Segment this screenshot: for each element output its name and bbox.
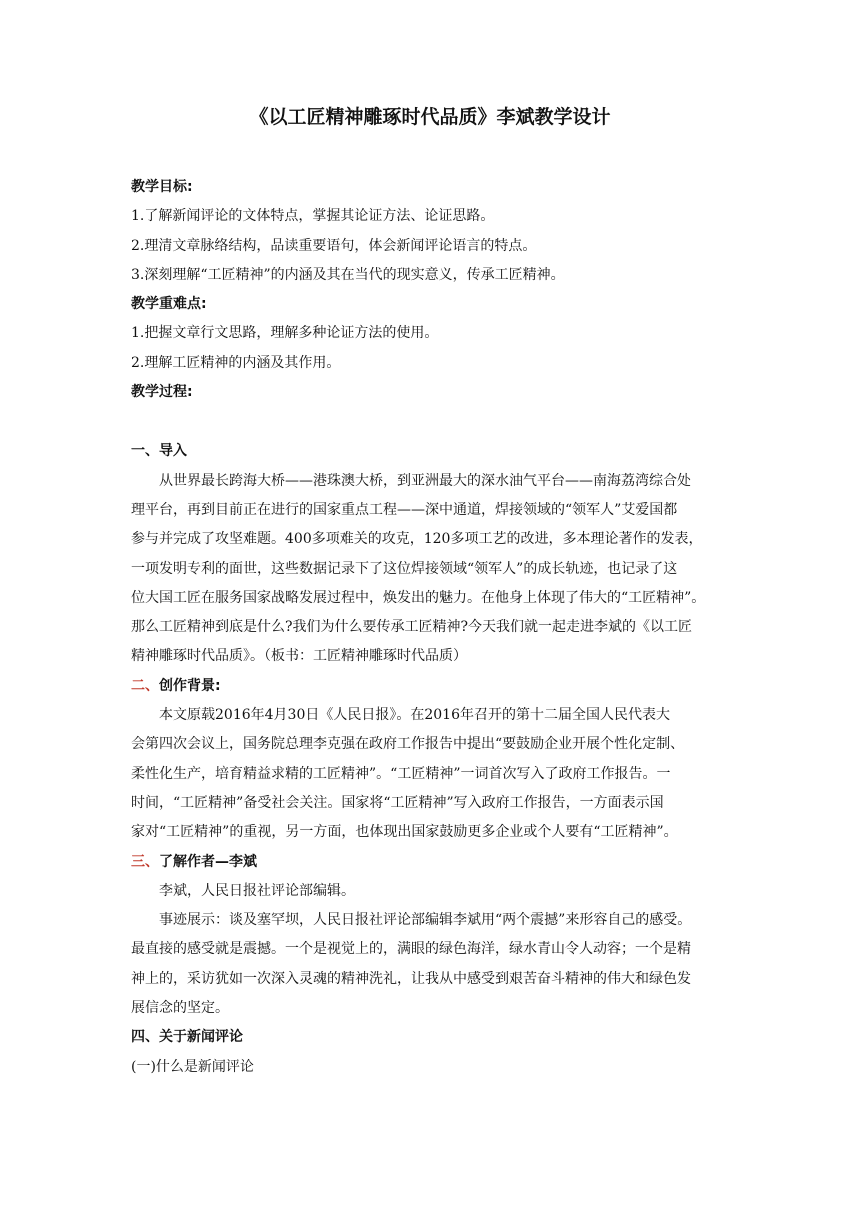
intro-line-7: 精神雕琢时代品质》。（板书：工匠精神雕琢时代品质）	[131, 648, 467, 665]
section-background-heading	[131, 672, 743, 701]
section-news-heading: 四、关于新闻评论	[131, 1029, 243, 1046]
process-heading: 教学过程:	[131, 384, 193, 401]
author-line-2: 最直接的感受就是震撼。一个是视觉上的，满眼的绿色海洋，绿水青山令人动容；一个是精	[131, 941, 691, 958]
intro-line-5: 位大国工匠在服务国家战略发展过程中，焕发出的魅力。在他身上体现了伟大的“工匠精神”。	[131, 589, 706, 606]
author-line-1: 事迹展示：谈及塞罕坝，人民日报社评论部编辑李斌用“两个震撼”来形容自己的感受。	[159, 912, 692, 929]
section-author-heading	[131, 848, 743, 877]
key-point-item-1: 1.把握文章行文思路，理解多种论证方法的使用。	[131, 325, 439, 342]
document-body	[131, 173, 743, 1082]
author-intro: 李斌，人民日报社评论部编辑。	[159, 882, 355, 899]
background-line-5: 家对“工匠精神”的重视，另一方面，也体现出国家鼓励更多企业或个人要有“工匠精神”。	[131, 824, 678, 841]
background-line-1: 本文原载2016年4月30日《人民日报》。在2016年召开的第十二届全国人民代表大	[159, 707, 670, 724]
background-line-2: 会第四次会议上，国务院总理李克强在政府工作报告中提出“要鼓励企业开展个性化定制、	[131, 736, 685, 753]
section-title: 了解作者—李斌	[159, 853, 257, 870]
intro-line-3: 参与并完成了攻坚难题。400多项难关的攻克，120多项工艺的改进，多本理论著作的发表，	[131, 531, 703, 548]
goals-heading: 教学目标:	[131, 179, 193, 195]
section-number: 二、	[131, 677, 159, 694]
author-line-3: 神上的，采访犹如一次深入灵魂的精神洗礼，让我从中感受到艰苦奋斗精神的伟大和绿色发	[131, 970, 691, 987]
section-number: 三、	[131, 853, 159, 870]
intro-line-4: 一项发明专利的面世，这些数据记录下了这位焊接领域“领军人”的成长轨迹，也记录了这	[131, 560, 678, 577]
section-title: 创作背景:	[159, 677, 221, 694]
background-line-4: 时间，“工匠精神”备受社会关注。国家将“工匠精神”写入政府工作报告，一方面表示国	[131, 794, 664, 811]
goal-item-2: 2.理清文章脉络结构，品读重要语句，体会新闻评论语言的特点。	[131, 237, 537, 254]
background-line-3: 柔性化生产，培育精益求精的工匠精神”。“工匠精神”一词首次写入了政府工作报告。一	[131, 765, 671, 782]
document-title: 《以工匠精神雕琢时代品质》李斌教学设计	[249, 106, 611, 128]
section-news-subheading: (一)什么是新闻评论	[131, 1058, 254, 1075]
intro-line-1: 从世界最长跨海大桥——港珠澳大桥，到亚洲最大的深水油气平台——南海荔湾综合处	[159, 472, 691, 489]
intro-line-2: 理平台，再到目前正在进行的国家重点工程——深中通道，焊接领域的“领军人”艾爱国都	[131, 501, 678, 518]
spacer	[131, 407, 743, 437]
goal-item-1: 1.了解新闻评论的文体特点，掌握其论证方法、论证思路。	[131, 208, 495, 225]
author-line-4: 展信念的坚定。	[131, 1000, 229, 1017]
intro-line-6: 那么工匠精神到底是什么?我们为什么要传承工匠精神?今天我们就一起走进李斌的《以工匠	[131, 619, 693, 636]
key-points-heading: 教学重难点:	[131, 296, 207, 313]
goal-item-3: 3.深刻理解“工匠精神”的内涵及其在当代的现实意义，传承工匠精神。	[131, 266, 565, 283]
key-point-item-2: 2.理解工匠精神的内涵及其作用。	[131, 354, 341, 371]
section-intro-heading: 一、导入	[131, 443, 187, 460]
